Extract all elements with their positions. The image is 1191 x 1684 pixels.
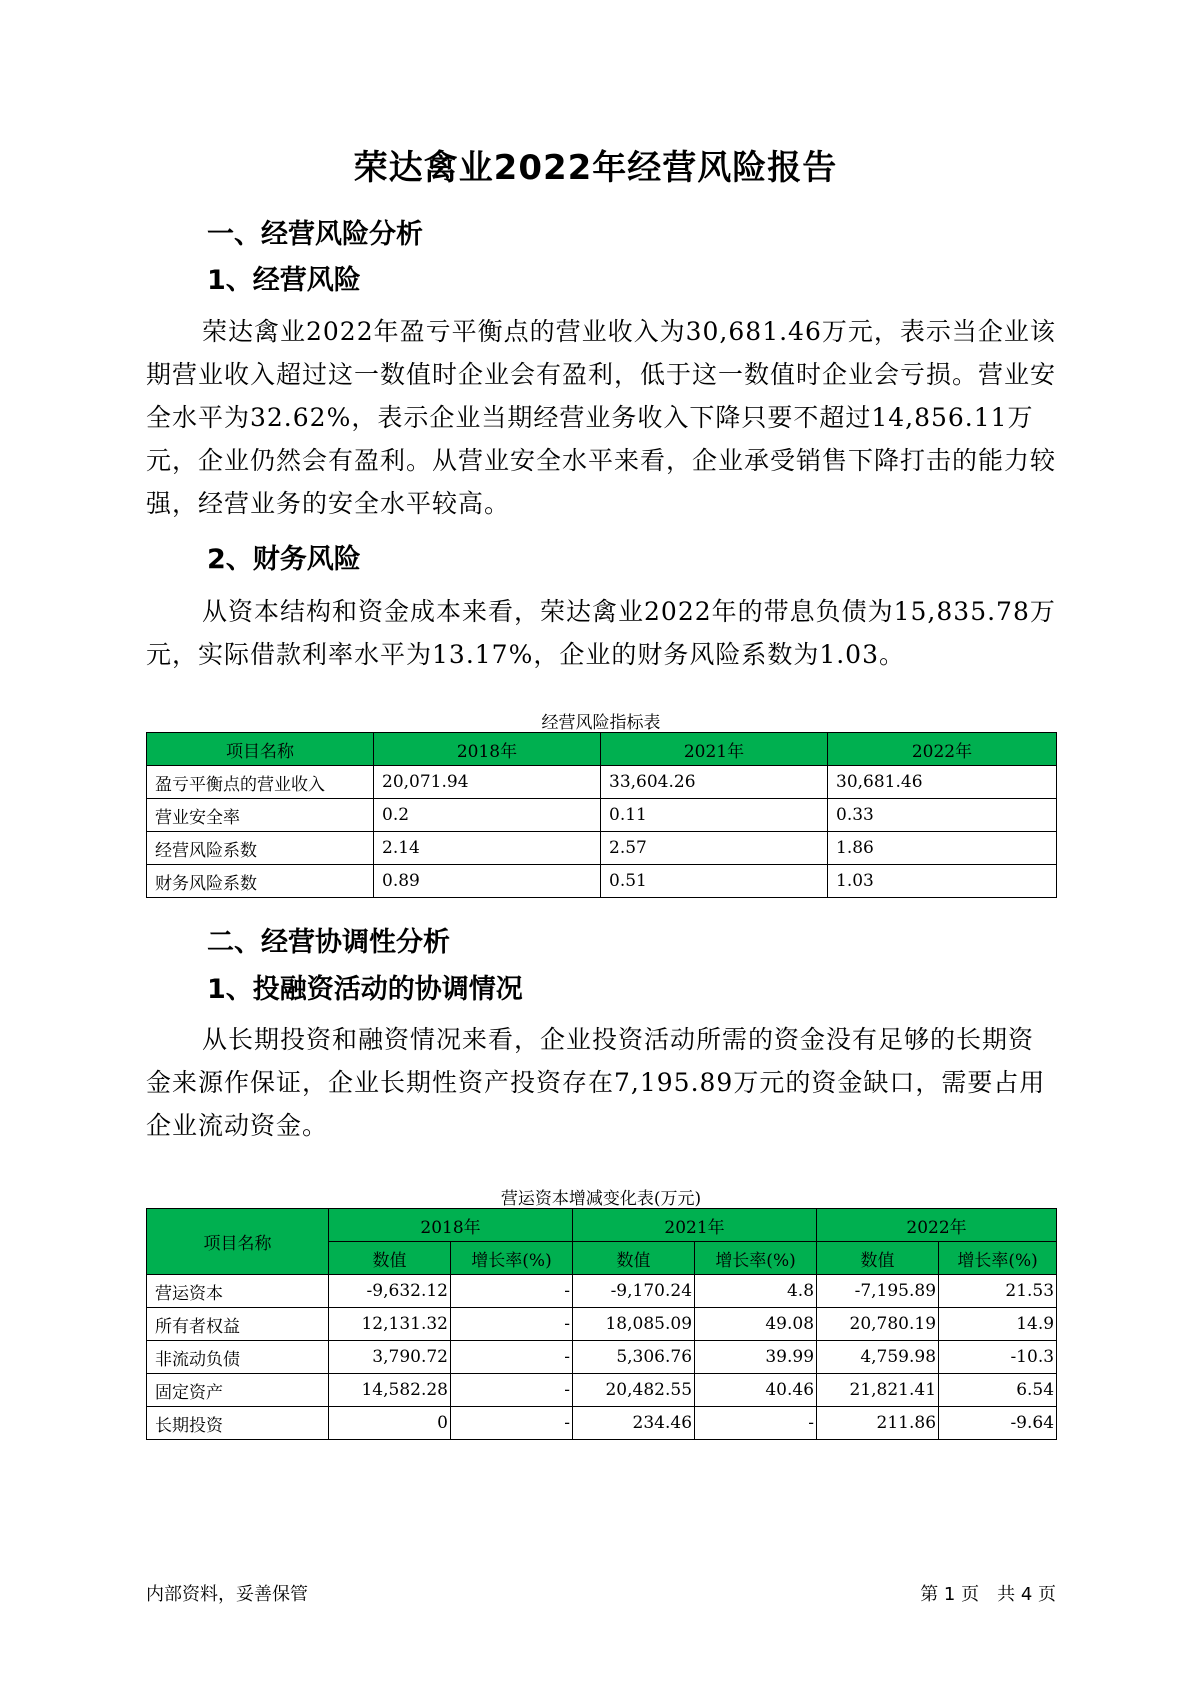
section1-heading: 一、经营风险分析 (207, 219, 423, 250)
column-header: 2022年 (828, 733, 1057, 766)
table-cell: 12,131.32 (329, 1308, 451, 1341)
document-title: 荣达禽业2022年经营风险报告 (353, 148, 838, 188)
table-row (147, 1341, 1057, 1374)
table-cell: -9,632.12 (329, 1275, 451, 1308)
table-cell: 21,821.41 (817, 1374, 939, 1407)
investment-financing-paragraph: 从长期投资和融资情况来看，企业投资活动所需的资金没有足够的长期资金来源作保证，企业长期性资产投资存在7,195.89万元的资金缺口，需要占用企业流动资金。 (146, 1025, 1046, 1140)
column-subheader: 增长率(%) (451, 1242, 573, 1275)
table-header-row (147, 1209, 1057, 1242)
risk-indicator-table (146, 732, 1057, 898)
row-label: 营运资本 (147, 1275, 329, 1308)
table-cell: - (451, 1275, 573, 1308)
table-cell: - (451, 1308, 573, 1341)
row-label: 非流动负债 (147, 1341, 329, 1374)
table-cell: 2.14 (374, 832, 601, 865)
risk-table-caption: 经营风险指标表 (541, 713, 661, 733)
table-cell: 20,071.94 (374, 766, 601, 799)
table-cell: 4.8 (695, 1275, 817, 1308)
section2-sub1-heading: 1、投融资活动的协调情况 (207, 974, 523, 1005)
footer-page-number: 第 1 页 共 4 页 (920, 1584, 1056, 1605)
footer-confidential-note: 内部资料，妥善保管 (146, 1584, 308, 1605)
table-cell: 1.86 (828, 832, 1057, 865)
column-header: 2022年 (817, 1209, 1057, 1242)
section1-sub1-heading: 1、经营风险 (207, 265, 361, 296)
column-subheader: 数值 (329, 1242, 451, 1275)
table-cell: 3,790.72 (329, 1341, 451, 1374)
table-cell: -9,170.24 (573, 1275, 695, 1308)
table-cell: 30,681.46 (828, 766, 1057, 799)
table-row (147, 766, 1057, 799)
table-cell: 49.08 (695, 1308, 817, 1341)
row-label: 长期投资 (147, 1407, 329, 1440)
table-cell: 20,482.55 (573, 1374, 695, 1407)
table-cell: - (451, 1374, 573, 1407)
row-label: 固定资产 (147, 1374, 329, 1407)
table-cell: 18,085.09 (573, 1308, 695, 1341)
column-header: 2018年 (329, 1209, 573, 1242)
table-cell: 234.46 (573, 1407, 695, 1440)
table-cell: 20,780.19 (817, 1308, 939, 1341)
column-header: 2021年 (601, 733, 828, 766)
row-label: 所有者权益 (147, 1308, 329, 1341)
column-subheader: 增长率(%) (695, 1242, 817, 1275)
row-label: 盈亏平衡点的营业收入 (147, 766, 374, 799)
table-cell: 14.9 (939, 1308, 1057, 1341)
table-cell: 0.2 (374, 799, 601, 832)
table-row (147, 832, 1057, 865)
column-header: 2021年 (573, 1209, 817, 1242)
column-header: 项目名称 (147, 1209, 329, 1275)
table-cell: - (451, 1407, 573, 1440)
column-header: 2018年 (374, 733, 601, 766)
section2-heading: 二、经营协调性分析 (207, 927, 450, 958)
table-row (147, 865, 1057, 898)
table-row (147, 1407, 1057, 1440)
table-cell: 39.99 (695, 1341, 817, 1374)
table-cell: -10.3 (939, 1341, 1057, 1374)
table-cell: 5,306.76 (573, 1341, 695, 1374)
table-cell: 21.53 (939, 1275, 1057, 1308)
table-cell: 6.54 (939, 1374, 1057, 1407)
table-cell: - (695, 1407, 817, 1440)
table-cell: 0.89 (374, 865, 601, 898)
table-cell: 0.11 (601, 799, 828, 832)
table-cell: -7,195.89 (817, 1275, 939, 1308)
table-row (147, 1308, 1057, 1341)
table-cell: 14,582.28 (329, 1374, 451, 1407)
row-label: 财务风险系数 (147, 865, 374, 898)
table-header-row (147, 733, 1057, 766)
table-cell: 0 (329, 1407, 451, 1440)
column-subheader: 数值 (573, 1242, 695, 1275)
section1-sub2-heading: 2、财务风险 (207, 544, 361, 575)
table-row (147, 1374, 1057, 1407)
row-label: 营业安全率 (147, 799, 374, 832)
table-row (147, 799, 1057, 832)
table-cell: 0.51 (601, 865, 828, 898)
row-label: 经营风险系数 (147, 832, 374, 865)
financial-risk-paragraph: 从资本结构和资金成本来看，荣达禽业2022年的带息负债为15,835.78万元，实际借款利率水平为13.17%，企业的财务风险系数为1.03。 (146, 597, 1056, 669)
table-cell: 4,759.98 (817, 1341, 939, 1374)
table-cell: -9.64 (939, 1407, 1057, 1440)
operating-risk-paragraph: 荣达禽业2022年盈亏平衡点的营业收入为30,681.46万元，表示当企业该期营业收入超过这一数值时企业会有盈利，低于这一数值时企业会亏损。营业安全水平为32.62%，表示企业当期经营业务收入下降只要不超过14,856.11万元，企业仍然会有盈利。从营业安全水平来看，企业承受销售下降打击的能力较强，经营业务的安全水平较高。 (146, 317, 1057, 518)
table-cell: 33,604.26 (601, 766, 828, 799)
table-cell: 1.03 (828, 865, 1057, 898)
table-row (147, 1275, 1057, 1308)
column-subheader: 数值 (817, 1242, 939, 1275)
table-cell: 2.57 (601, 832, 828, 865)
working-capital-table-caption: 营运资本增减变化表(万元) (500, 1189, 702, 1209)
table-cell: 40.46 (695, 1374, 817, 1407)
table-cell: 211.86 (817, 1407, 939, 1440)
table-cell: 0.33 (828, 799, 1057, 832)
table-cell: - (451, 1341, 573, 1374)
column-header: 项目名称 (147, 733, 374, 766)
column-subheader: 增长率(%) (939, 1242, 1057, 1275)
working-capital-table (146, 1208, 1057, 1440)
